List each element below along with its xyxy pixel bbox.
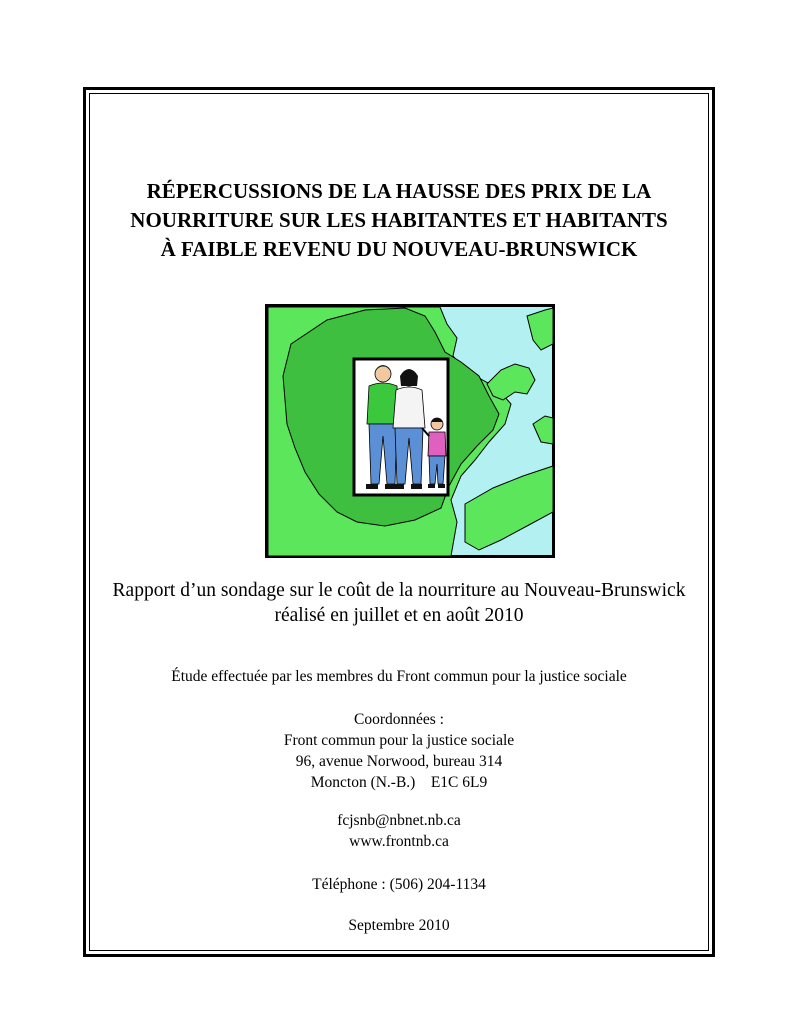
- contact-phone: Téléphone : (506) 204-1134: [312, 876, 486, 893]
- subtitle-line-2: réalisé en juillet et en août 2010: [274, 605, 524, 626]
- report-date-block: [89, 915, 709, 936]
- contact-heading: Coordonnées :: [354, 711, 444, 728]
- family-on-map-illustration: [265, 304, 555, 558]
- title-line-2: NOURRITURE SUR LES HABITANTES ET HABITANTS: [130, 208, 668, 232]
- online-contact: [89, 810, 709, 852]
- phone-block: [89, 874, 709, 895]
- report-title: [89, 177, 709, 264]
- study-credit: [89, 666, 709, 687]
- contact-block: [89, 709, 709, 793]
- contact-website: www.frontnb.ca: [349, 833, 449, 850]
- contact-city: Moncton (N.-B.) E1C 6L9: [310, 774, 488, 791]
- contact-organization: Front commun pour la justice sociale: [283, 732, 515, 749]
- report-date: Septembre 2010: [348, 917, 450, 934]
- report-subtitle: [89, 578, 709, 628]
- study-text: Étude effectuée par les membres du Front commun pour la justice sociale: [171, 668, 627, 685]
- contact-email: fcjsnb@nbnet.nb.ca: [337, 812, 461, 829]
- title-line-3: À FAIBLE REVENU DU NOUVEAU-BRUNSWICK: [160, 237, 638, 261]
- title-line-1: RÉPERCUSSIONS DE LA HAUSSE DES PRIX DE LA: [146, 179, 652, 203]
- subtitle-line-1: Rapport d’un sondage sur le coût de la nourriture au Nouveau-Brunswick: [112, 580, 686, 601]
- contact-address: 96, avenue Norwood, bureau 314: [295, 753, 503, 770]
